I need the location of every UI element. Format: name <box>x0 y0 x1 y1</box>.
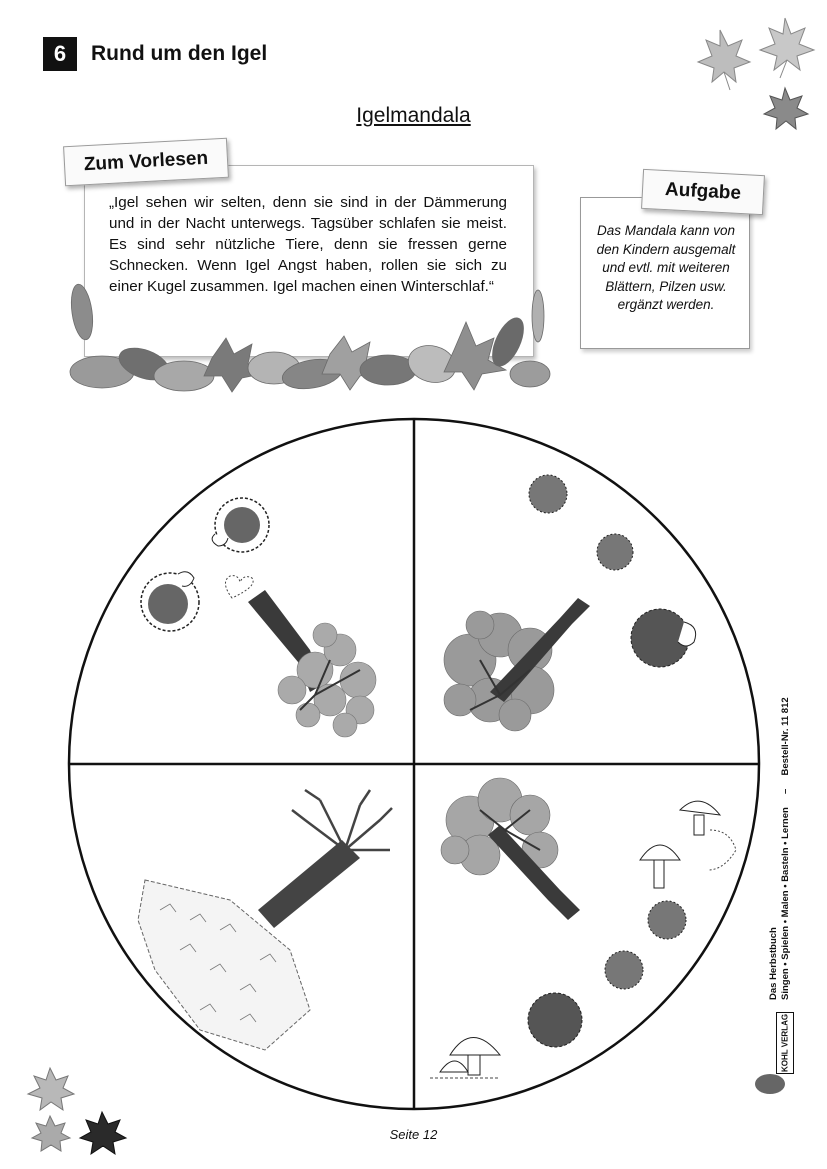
leaf-icon <box>360 355 416 385</box>
leaf-icon <box>510 361 550 387</box>
page-number: Seite 12 <box>389 1127 438 1142</box>
hedgehog-icon <box>605 951 643 989</box>
task-text: Das Mandala kann von den Kindern ausgemalt und evtl. mit weiteren Blättern, Pilzen usw. ergänzt werden. <box>596 223 736 312</box>
hedgehog-icon <box>648 901 686 939</box>
read-aloud-label: Zum Vorlesen <box>63 138 229 187</box>
maple-leaves-decoration-bottom <box>20 1062 130 1157</box>
book-title: Das Herbstbuch <box>768 927 779 1000</box>
maple-leaves-decoration <box>690 10 820 135</box>
maple-leaf-icon <box>764 88 808 129</box>
task-label: Aufgabe <box>641 169 765 215</box>
maple-leaf-icon <box>760 18 814 78</box>
page-title: Igelmandala <box>356 104 471 127</box>
publisher-logo: KOHL VERLAG <box>776 1012 794 1074</box>
maple-leaf-icon <box>698 30 750 90</box>
mandala <box>60 410 772 1115</box>
hedgehog-icon <box>597 534 633 570</box>
chapter-number: 6 <box>43 37 77 71</box>
hedgehog-logo-icon <box>752 1066 788 1096</box>
maple-leaf-icon <box>28 1068 74 1110</box>
publisher-side-text <box>768 697 792 1000</box>
separator: – <box>780 788 791 794</box>
hedgehog-icon <box>529 475 567 513</box>
leaf-border-decoration <box>62 280 552 400</box>
leaf-icon <box>68 283 96 341</box>
order-number: Bestell-Nr. 11 812 <box>780 697 791 776</box>
chapter-title: Rund um den Igel <box>91 42 268 65</box>
read-aloud-text: „Igel sehen wir selten, denn sie sind in der Dämmerung und in der Nacht unterwegs. Tagsüber schlafen sie meist. Es sind sehr nützliche Tiere, denn sie fressen gerne Schnecken. Wenn Igel Angst haben, rollen sie sich zu einer Kugel zusammen. Igel machen einen Winterschlaf.“ <box>109 194 507 295</box>
leaf-icon <box>532 290 544 342</box>
hedgehog-icon <box>528 993 582 1047</box>
book-subtitle: Singen • Spielen • Malen • Basteln • Lernen <box>780 807 791 1000</box>
